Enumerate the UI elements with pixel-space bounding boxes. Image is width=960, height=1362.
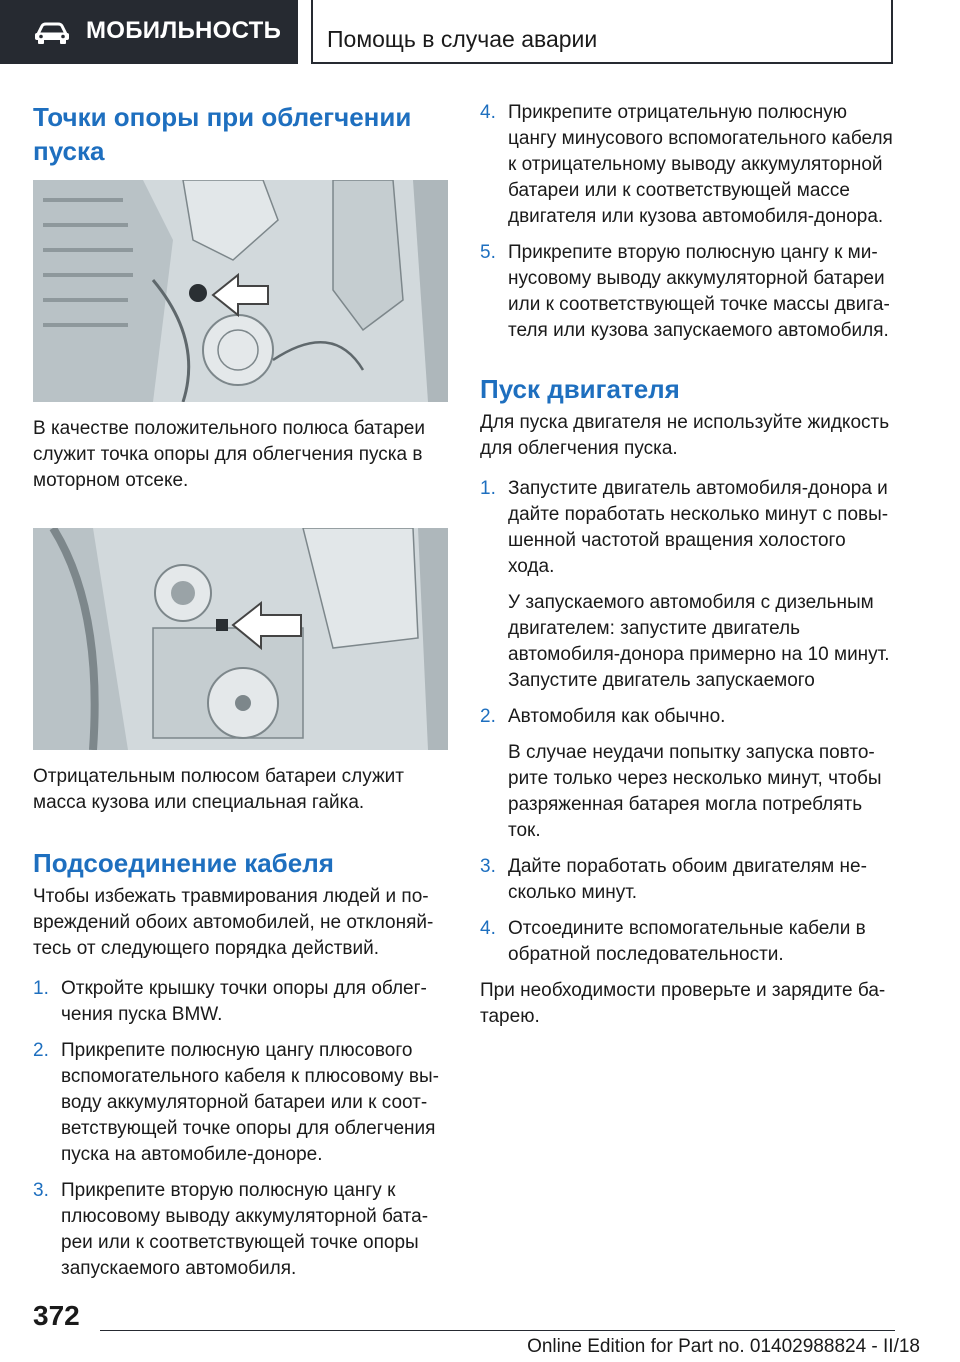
car-icon [34,22,70,44]
list-item [33,1038,448,1168]
step-text: Дайте поработать обоим двигателям несколько минут. [508,856,867,903]
header-section-tab [0,0,298,64]
step-text: Прикрепите вторую полюсную цангу к плюсовому выводу аккумуляторной батареи или к соответствующей точке опоры запускаемого автомобиля. [61,1180,429,1279]
figure-positive-terminal [33,180,448,402]
list-item [480,476,895,580]
step-number: 5. [480,242,496,263]
list-item [480,240,895,344]
chapter-tab [311,0,893,64]
paragraph: При необходимости проверьте и зарядите батарею. [480,980,886,1027]
step-note: У запускаемого автомобиля с дизельным двигателем: запустите двигатель автомобиля-донора примерно на 10 минут. Запустите двигатель запускаемого [508,592,890,691]
figure-negative-terminal [33,528,448,750]
step-text: Автомобиля как обычно. [508,706,726,727]
step-text: Прикрепите полюсную цангу плюсового вспомогательного кабеля к плюсовому выводу аккумуляторной батареи или к соответствующей точке опоры для облегчения пуска на автомобиле-доноре. [61,1040,439,1165]
list-item [480,704,895,730]
right-column [480,100,895,1030]
footer-edition: Online Edition for Part no. 01402988824 - II/18 [527,1336,920,1357]
step-text: Прикрепите вторую полюсную цангу к минусовому выводу аккумуляторной батареи или к соответствующей точке массы двигателя или кузова запускаемого автомобиля. [508,242,890,341]
step-text: Запустите двигатель автомобиля-донора и дайте поработать несколько минут с повышенной частотой вращения холостого хода. [508,478,889,577]
step-number: 3. [33,1180,49,1201]
section-title: МОБИЛЬНОСТЬ [86,17,282,44]
list-item [480,854,895,906]
section-heading: Пуск двигателя [480,374,680,404]
step-number: 2. [33,1040,49,1061]
footer-divider [100,1330,895,1331]
step-text: Откройте крышку точки опоры для облегчения пуска BMW. [61,978,427,1025]
list-item [33,976,448,1028]
figure-caption: В качестве положительного полюса батареи служит точка опоры для облегчения пуска в моторном отсеке. [33,418,425,491]
step-text: Прикрепите отрицательную полюсную цангу минусового вспомогательного кабеля к отрицательному выводу аккумуляторной батареи или к соответствующей массе двигателя или кузова автомобиля-донора. [508,102,893,227]
step-number: 3. [480,856,496,877]
engine-bay-illustration [33,180,448,402]
list-item [33,1178,448,1282]
step-number: 4. [480,102,496,123]
chapter-title: Помощь в случае аварии [327,26,598,52]
step-note: В случае неудачи попытку запуска повторите только через несколько минут, чтобы разряженная батарея могла потреблять ток. [508,742,882,841]
step-number: 1. [33,978,49,999]
list-item [480,100,895,230]
engine-bay-illustration [33,528,448,750]
section-heading: Точки опоры при облегчении пуска [33,102,412,166]
step-text: Отсоедините вспомогательные кабели в обратной последовательности. [508,918,866,965]
start-steps-list [480,476,895,968]
steps-list [480,100,895,344]
left-column [33,100,448,1282]
paragraph: Для пуска двигателя не используйте жидкость для облегчения пуска. [480,412,890,459]
figure-caption: Отрицательным полюсом батареи служит масса кузова или специальная гайка. [33,766,404,813]
step-number: 2. [480,706,496,727]
paragraph: Чтобы избежать травмирования людей и повреждений обоих автомобилей, не отклоняйтесь от следующего порядка действий. [33,886,434,959]
steps-list [33,976,448,1282]
section-heading: Подсоединение кабеля [33,848,334,878]
step-number: 4. [480,918,496,939]
list-item [480,916,895,968]
page-number: 372 [33,1300,80,1331]
step-number: 1. [480,478,496,499]
